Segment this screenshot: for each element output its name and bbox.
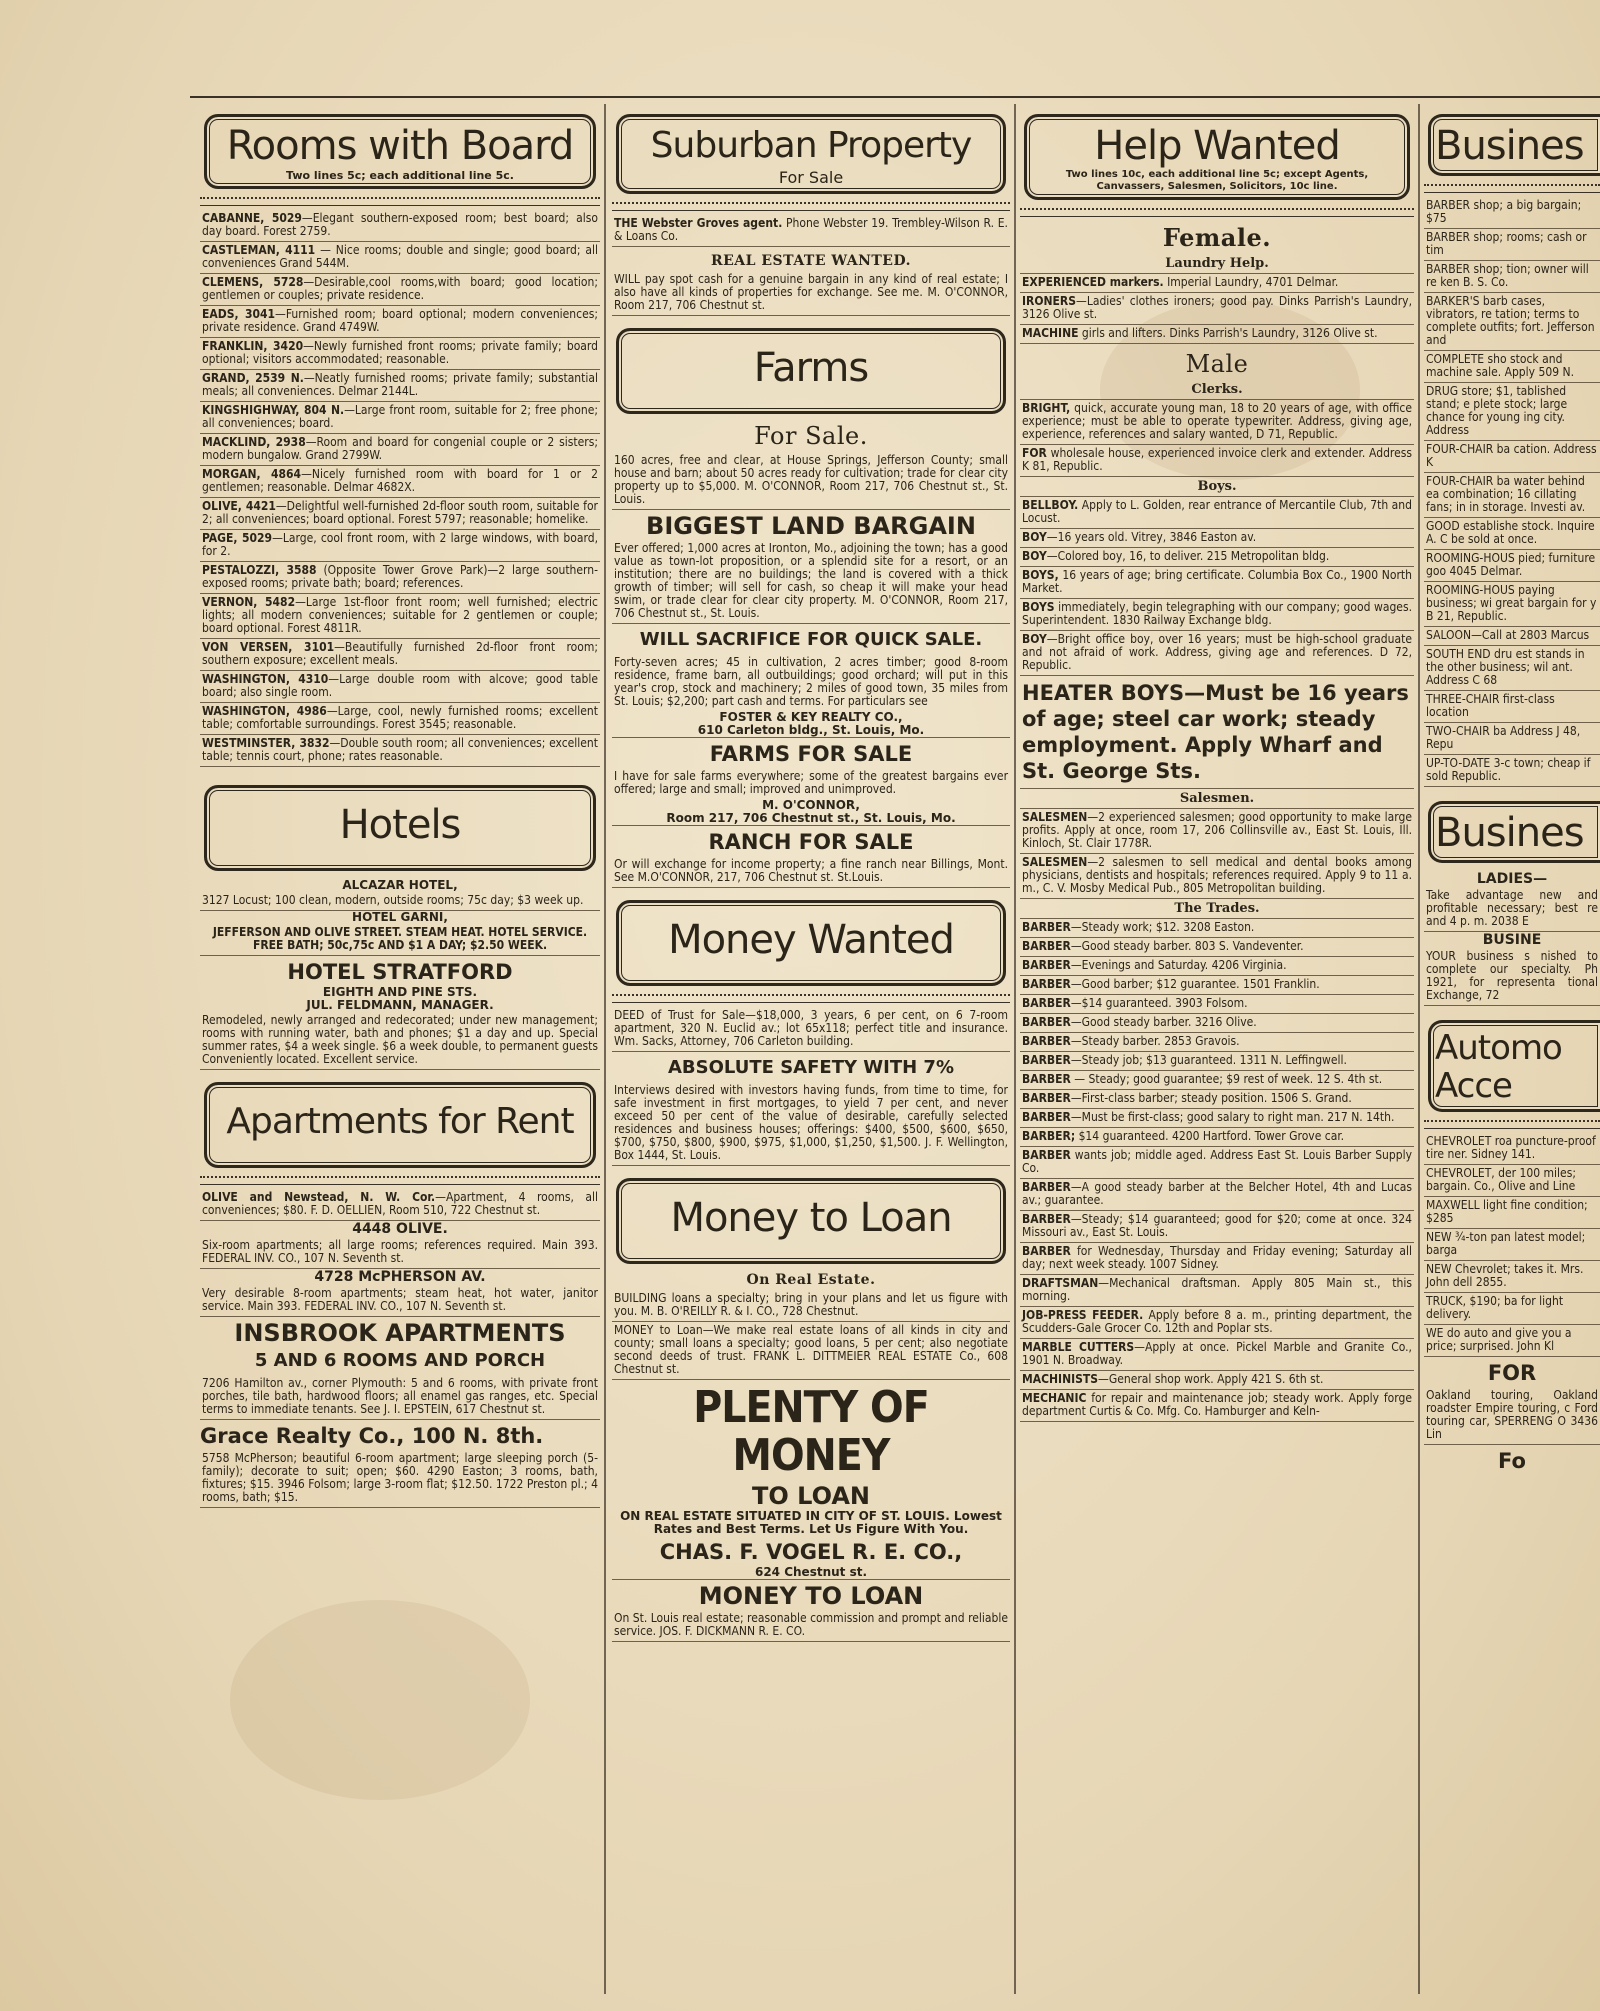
ad-text: —Bright office boy, over 16 years; must be high-school graduate and not afraid of work. Address, giving age and references. D 72, Republic.	[1022, 632, 1412, 672]
trade-ad	[1020, 938, 1414, 957]
farms-sale-sig1: M. O'CONNOR,	[762, 798, 860, 812]
ad-lead: DRAFTSMAN	[1022, 1276, 1099, 1290]
apartments-list	[200, 1189, 600, 1221]
ad-lead: FOR	[1022, 446, 1047, 460]
column-rule	[1014, 104, 1016, 1994]
divider	[612, 994, 1010, 1003]
apartments-title: Apartments for Rent	[226, 1101, 574, 1142]
room-ad	[200, 338, 600, 370]
top-rule	[190, 96, 1600, 98]
ad-lead: MORGAN, 4864	[202, 467, 302, 481]
money-to-loan-header	[616, 1178, 1006, 1264]
business-ad: UP-TO-DATE 3-c town; cheap if sold Republic.	[1424, 755, 1600, 787]
trade-ad	[1020, 919, 1414, 938]
business-title: Busines	[1435, 123, 1584, 169]
ad-lead: BARBER	[1022, 1244, 1071, 1258]
clerk-list	[1020, 400, 1414, 477]
insbrook-text: 7206 Hamilton av., corner Plymouth: 5 and 6 rooms, with private front porches, tile bath, hardwood floors; all enamel gas ranges, etc. Special terms to immediate tenants. See J. I. EPSTEIN, 617 Chestnut st.	[200, 1375, 600, 1420]
ad-lead: WASHINGTON, 4310	[202, 672, 329, 686]
ad-text: —First-class barber; steady position. 1506 S. Grand.	[1070, 1091, 1352, 1105]
ad-text: —Large 1st-floor front room; well furnished; electric lights; all modern conveniences; suitable for 2 gentlemen or couple; board optional. Forest 4811R.	[202, 595, 598, 635]
ad-text: (Opposite Tower Grove Park)—2 large southern-exposed rooms; private bath; board; references.	[202, 563, 599, 590]
trades-list	[1020, 919, 1414, 1422]
trade-ad	[1020, 1339, 1414, 1371]
ad-text: —2 experienced salesmen; good opportunity to make large profits. Apply at once, room 17, 206 Collinsville av., East St. Louis, Ill. Kinloch, St. Clair 1778R.	[1022, 810, 1412, 850]
boy-ad	[1020, 497, 1414, 529]
room-ad	[200, 530, 600, 562]
ranch-title: RANCH FOR SALE	[708, 830, 914, 854]
room-ad	[200, 434, 600, 466]
rooms-with-board-rate: Two lines 5c; each additional line 5c.	[286, 169, 514, 182]
column-help-wanted	[1020, 104, 1414, 2004]
ad-lead: CASTLEMAN, 4111	[202, 243, 316, 257]
farms-sale-text: I have for sale farms everywhere; some of the greatest bargains ever offered; large and small; improved and unimproved.	[614, 769, 1008, 796]
divider	[1424, 184, 1600, 193]
boy-ad	[1020, 631, 1414, 676]
automobile-title: Automo Acce	[1435, 1028, 1562, 1106]
ad-text: —Evenings and Saturday. 4206 Virginia.	[1070, 958, 1287, 972]
ad-lead: BARBER	[1022, 939, 1071, 953]
ad-lead: FRANKLIN, 3420	[202, 339, 304, 353]
ad-lead: BARBER	[1022, 1015, 1071, 1029]
ad-text: —Desirable,cool rooms,with board; good location; gentlemen or couples; private residence.	[202, 275, 599, 302]
divider	[200, 1176, 600, 1185]
insbrook-title: INSBROOK APARTMENTS	[234, 1319, 566, 1347]
ad-lead: BARBER	[1022, 1034, 1071, 1048]
ad-text: —Steady; $14 guaranteed; good for $20; come at once. 324 Missouri av., East St. Louis.	[1022, 1212, 1412, 1239]
ad-lead: BARBER	[1022, 1053, 1071, 1067]
business-ad: SOUTH END dru est stands in the other business; wil ant. Address C 68	[1424, 646, 1600, 691]
automobile-list	[1424, 1133, 1600, 1357]
ad-text: —16 years old. Vitrey, 3846 Easton av.	[1046, 530, 1257, 544]
trade-ad	[1020, 1033, 1414, 1052]
ad-text: —Nicely furnished room with board for 1 or 2 gentlemen; reasonable. Delmar 4682X.	[202, 467, 598, 494]
help-wanted-title: Help Wanted	[1094, 123, 1340, 169]
trade-ad	[1020, 1109, 1414, 1128]
room-ad	[200, 498, 600, 530]
ladies-text: Take advantage new and profitable necessary; best re and 4 p. m. 2038 E	[1424, 887, 1600, 932]
ad-text: —Apartment, 4 rooms, all conveniences; $80. F. D. OELLIEN, Room 510, 722 Chestnut st.	[202, 1190, 598, 1217]
ad-lead: JOB-PRESS FEEDER.	[1022, 1308, 1144, 1322]
salesmen-heading: Salesmen.	[1020, 789, 1414, 809]
business-list	[1424, 197, 1600, 787]
vogel-title: CHAS. F. VOGEL R. E. CO.,	[659, 1540, 963, 1564]
ad-lead: BRIGHT,	[1022, 401, 1071, 415]
trade-ad	[1020, 1390, 1414, 1422]
farms-title: Farms	[753, 345, 869, 391]
suburban-title: Suburban Property	[650, 125, 972, 166]
biggest-land-text: Ever offered; 1,000 acres at Ironton, Mo., adjoining the town; has a good value as town-lot proposition, or a splendid site for a resort, or an institution; there are no buildings; the land is covered with a thick growth of timber; will sell for cash, so cheap it will make your head swim, or trade clear for clear city property. M. O'CONNOR, Room 217, 706 Chestnut st., St. Louis.	[612, 540, 1010, 624]
sacrifice-sig1: FOSTER & KEY REALTY CO.,	[719, 710, 903, 724]
business-ad: BARBER shop; rooms; cash or tim	[1424, 229, 1600, 261]
trade-ad	[1020, 957, 1414, 976]
trade-ad	[1020, 1243, 1414, 1275]
trade-ad	[1020, 995, 1414, 1014]
trade-ad	[1020, 1014, 1414, 1033]
ad-text: —Mechanical draftsman. Apply 805 Main st., this morning.	[1022, 1276, 1412, 1303]
salesmen-ad	[1020, 854, 1414, 899]
ad-text: for Wednesday, Thursday and Friday evening; Saturday all day; next week steady. 1007 Sidney.	[1022, 1244, 1412, 1271]
ad-lead: BOYS,	[1022, 568, 1059, 582]
ad-lead: WASHINGTON, 4986	[202, 704, 327, 718]
automobile-ad: CHEVROLET roa puncture-proof tire ner. Sidney 141.	[1424, 1133, 1600, 1165]
column-rule	[604, 104, 606, 1994]
laundry-ad	[1020, 325, 1414, 344]
ad-text: —Large, cool, newly furnished rooms; excellent table; comfortable surroundings. Forest 3545; reasonable.	[202, 704, 598, 731]
sacrifice-title: WILL SACRIFICE FOR QUICK SALE.	[639, 629, 983, 650]
room-ad	[200, 466, 600, 498]
ad-text: —Good barber; $12 guarantee. 1501 Franklin.	[1070, 977, 1320, 991]
trade-ad	[1020, 976, 1414, 995]
business-ad: TWO-CHAIR ba Address J 48, Repu	[1424, 723, 1600, 755]
room-ad	[200, 594, 600, 639]
ad-text: —Steady work; $12. 3208 Easton.	[1070, 920, 1255, 934]
business-ad: COMPLETE sho stock and machine sale. Apply 509 N.	[1424, 351, 1600, 383]
ad-text: —Good steady barber. 803 S. Vandeventer.	[1070, 939, 1304, 953]
business-ad: ROOMING-HOUS pied; furniture goo 4045 Delmar.	[1424, 550, 1600, 582]
business-ad: SALOON—Call at 2803 Marcus	[1424, 627, 1600, 646]
automobile-ad: WE do auto and give you a price; surprised. John Kl	[1424, 1325, 1600, 1357]
farm-160-acres: 160 acres, free and clear, at House Springs, Jefferson County; small house and barn; about 50 acres ready for cultivation; trade for clear city property up to $5,000. M. O'CONNOR, Room 217, 706 Chestnut st., St. Louis.	[612, 452, 1010, 510]
ad-lead: KINGSHIGHWAY, 804 N.	[202, 403, 345, 417]
money-to-loan-ad: MONEY to Loan—We make real estate loans of all kinds in city and county; small loans a specialty; good loans, 5 per cent; also negotiate second deeds of trust. FRANK L. DITTMEIER REAL ESTATE Co., 608 Chestnut st.	[612, 1322, 1010, 1380]
ad-lead: EADS, 3041	[202, 307, 276, 321]
ad-lead: MARBLE CUTTERS	[1022, 1340, 1135, 1354]
ad-text: —Large double room with alcove; good table board; also single room.	[202, 672, 598, 699]
ad-lead: OLIVE and Newstead, N. W. Cor.	[202, 1190, 436, 1204]
ad-lead: BARBER	[1022, 1180, 1071, 1194]
ad-lead: BARBER	[1022, 1148, 1071, 1162]
money-wanted-title: Money Wanted	[668, 917, 954, 963]
safety-title: ABSOLUTE SAFETY WITH 7%	[668, 1057, 954, 1078]
ad-lead: BARBER	[1022, 958, 1071, 972]
deed-of-trust: DEED of Trust for Sale—$18,000, 3 years, 6 per cent, on 6 7-room apartment, 320 N. Euclid av.; lot 65x118; perfect title and insurance. Wm. Sacks, Attorney, 706 Carleton building.	[612, 1007, 1010, 1052]
business-ad: BARKER'S barb cases, vibrators, re tation; terms to complete outfits; fort. Jefferson and	[1424, 293, 1600, 351]
stratford-text: Remodeled, newly arranged and redecorated; under new management; rooms with running water, bath and phones; $1 a day and up. Special summer rates, $4 a week single. $6 a week double, to permanent guests Conveniently located. Excellent service.	[200, 1012, 600, 1070]
room-ad	[200, 306, 600, 338]
ad-text: —Double south room; all conveniences; excellent table; tennis court, phone; rates reasonable.	[202, 736, 599, 763]
ad-lead: BARBER	[1022, 1212, 1071, 1226]
ad-lead: BOY	[1022, 549, 1047, 563]
apartment-ad	[200, 1189, 600, 1221]
vogel-addr: 624 Chestnut st.	[612, 1566, 1010, 1580]
plenty-to-loan: TO LOAN	[752, 1482, 870, 1510]
rooms-list	[200, 210, 600, 767]
apartments-header	[204, 1082, 596, 1168]
business-title-2: Busines	[1435, 810, 1584, 856]
trade-ad	[1020, 1371, 1414, 1390]
business-ad: FOUR-CHAIR ba water behind ea combination; 16 cillating fans; in in storage. Investi av.	[1424, 473, 1600, 518]
fo-end: Fo	[1498, 1449, 1526, 1473]
trade-ad	[1020, 1071, 1414, 1090]
ad-text: —Steady barber. 2853 Gravois.	[1070, 1034, 1240, 1048]
hotels-title: Hotels	[339, 802, 461, 848]
trade-ad	[1020, 1052, 1414, 1071]
farms-for-sale: For Sale.	[754, 422, 868, 450]
money-wanted-header	[616, 900, 1006, 986]
mcpherson-title: 4728 McPHERSON AV.	[314, 1269, 486, 1285]
ad-lead: BARBER	[1022, 977, 1071, 991]
ad-text: 16 years of age; bring certificate. Columbia Box Co., 1900 North Market.	[1022, 568, 1412, 595]
trade-ad	[1020, 1179, 1414, 1211]
plenty-title: PLENTY OF MONEY	[693, 1382, 929, 1481]
help-wanted-header	[1024, 114, 1410, 200]
column-property-money	[612, 104, 1010, 2004]
column-business-cutoff	[1424, 104, 1600, 2004]
ad-lead: MACKLIND, 2938	[202, 435, 306, 449]
boy-ad	[1020, 599, 1414, 631]
alcazar-name: ALCAZAR HOTEL,	[342, 878, 458, 892]
ad-text: —Steady job; $13 guaranteed. 1311 N. Leffingwell.	[1070, 1053, 1347, 1067]
column-rule	[1418, 104, 1420, 1994]
suburban-header	[616, 114, 1006, 194]
alcazar-text: 3127 Locust; 100 clean, modern, outside rooms; 75c day; $3 week up.	[200, 892, 600, 911]
room-ad	[200, 735, 600, 767]
divider	[612, 202, 1010, 211]
male-heading: Male	[1185, 350, 1249, 378]
ad-lead: GRAND, 2539 N.	[202, 371, 304, 385]
salesmen-ad	[1020, 809, 1414, 854]
ad-text: —Ladies' clothes ironers; good pay. Dinks Parrish's Laundry, 3126 Olive st.	[1022, 294, 1412, 321]
ad-lead: PESTALOZZI, 3588	[202, 563, 317, 577]
ad-text: —Good steady barber. 3216 Olive.	[1070, 1015, 1257, 1029]
rooms-with-board-header	[204, 114, 596, 189]
business-ad: ROOMING-HOUS paying business; wi great bargain for y B 21, Republic.	[1424, 582, 1600, 627]
divider	[1424, 1120, 1600, 1129]
plenty-text: ON REAL ESTATE SITUATED IN CITY OF ST. LOUIS. Lowest Rates and Best Terms. Let Us Figure With You.	[620, 1509, 1002, 1536]
room-ad	[200, 210, 600, 242]
grace-realty-text: 5758 McPherson; beautiful 6-room apartment; large sleeping porch (5-family); decorate to suit; open; $60. 4290 Easton; 3 rooms, bath, fixtures; $15. 3946 Folsom; large 3-room flat; $12.50. 1722 Preston pl.; 4 rooms, bath; $15.	[200, 1450, 600, 1508]
ad-lead: BOYS	[1022, 600, 1055, 614]
laundry-ad	[1020, 274, 1414, 293]
re-wanted-text: WILL pay spot cash for a genuine bargain in any kind of real estate; I also have all kinds of properties for exchange. See me. M. O'CONNOR, Room 217, 706 Chestnut st.	[612, 271, 1010, 316]
ad-lead: CABANNE, 5029	[202, 211, 302, 225]
boy-ad	[1020, 529, 1414, 548]
ad-text: Imperial Laundry, 4701 Delmar.	[1163, 275, 1339, 289]
mtl-text: On St. Louis real estate; reasonable commission and prompt and reliable service. JOS. F. DICKMANN R. E. CO.	[612, 1610, 1010, 1642]
ad-text: girls and lifters. Dinks Parrish's Laundry, 3126 Olive st.	[1078, 326, 1378, 340]
ad-lead: BARBER	[1022, 1091, 1071, 1105]
ad-text: —Large, cool front room, with 2 large windows, with board, for 2.	[202, 531, 598, 558]
ranch-text: Or will exchange for income property; a fine ranch near Billings, Mont. See M.O'CONNOR, 217, 706 Chestnut st. St.Louis.	[612, 856, 1010, 888]
laundry-heading: Laundry Help.	[1020, 254, 1414, 274]
ad-lead: VERNON, 5482	[202, 595, 296, 609]
ad-lead: OLIVE, 4421	[202, 499, 276, 513]
clerk-ad	[1020, 445, 1414, 477]
ad-text: —Elegant southern-exposed room; best board; also day board. Forest 2759.	[202, 211, 598, 238]
building-loans: BUILDING loans a specialty; bring in your plans and let us figure with you. M. B. O'REILLY R. & I. CO., 728 Chestnut.	[612, 1290, 1010, 1322]
automobile-ad: NEW Chevrolet; takes it. Mrs. John dell 2855.	[1424, 1261, 1600, 1293]
hotels-header	[204, 785, 596, 871]
ad-text: —Colored boy, 16, to deliver. 215 Metropolitan bldg.	[1046, 549, 1330, 563]
safety-text: Interviews desired with investors having funds, from time to time, for safe investment in first mortgages, to yield 7 per cent, and never exceed 50 per cent of the value of desirable, carefully selected residences and business houses; offerings: $400, $500, $600, $650, $700, $750, $800, $900, $975, $1,000, $1,250, $1,500. J. F. Wellington, Box 1444, St. Louis.	[612, 1082, 1010, 1166]
ad-lead: BARBER	[1022, 996, 1071, 1010]
stratford-manager: JUL. FELDMANN, MANAGER.	[306, 998, 494, 1012]
room-ad	[200, 370, 600, 402]
ad-lead: SALESMEN	[1022, 855, 1088, 869]
biggest-land-title: BIGGEST LAND BARGAIN	[646, 512, 976, 540]
olive-4448-title: 4448 OLIVE.	[352, 1221, 448, 1237]
automobile-ad: NEW ¾-ton pan latest model; barga	[1424, 1229, 1600, 1261]
help-wanted-rate: Two lines 10c, each additional line 5c; except Agents, Canvassers, Salesmen, Solicitors, 10c line.	[1065, 169, 1369, 192]
ad-text: —2 salesmen to sell medical and dental books among physicians, dentists and hospitals; references required. Apply 9 to 11 a. m., C. V. Mosby Medical Pub., 805 Metropolitan building.	[1022, 855, 1412, 895]
money-to-loan-title: Money to Loan	[670, 1195, 952, 1241]
room-ad	[200, 562, 600, 594]
ad-lead: BARBER	[1022, 1110, 1071, 1124]
ladies-title: LADIES—	[1476, 871, 1548, 887]
ad-text: —Furnished room; board optional; modern conveniences; private residence. Grand 4749W.	[202, 307, 598, 334]
business-ad: FOUR-CHAIR ba cation. Address K	[1424, 441, 1600, 473]
business-small-heading: BUSINE	[1482, 932, 1542, 948]
boy-ad	[1020, 567, 1414, 599]
ad-lead: THE Webster Groves agent.	[614, 216, 783, 230]
laundry-ad	[1020, 293, 1414, 325]
business-ad: GOOD establishe stock. Inquire A. C be sold at once.	[1424, 518, 1600, 550]
stratford-addr: EIGHTH AND PINE STS.	[322, 985, 478, 999]
divider	[200, 197, 600, 206]
automobile-ad: MAXWELL light fine condition; $285	[1424, 1197, 1600, 1229]
stratford-name: HOTEL STRATFORD	[287, 960, 513, 984]
clerk-ad	[1020, 400, 1414, 445]
automobile-header	[1428, 1020, 1600, 1112]
ad-text: —General shop work. Apply 421 S. 6th st.	[1098, 1372, 1324, 1386]
ad-text: Phone Webster 19. Trembley-Wilson R. E. & Loans Co.	[614, 216, 1008, 243]
ad-text: — Nice rooms; double and single; good board; all conveniences Grand 544M.	[202, 243, 599, 270]
ad-lead: EXPERIENCED markers.	[1022, 275, 1164, 289]
ad-lead: BARBER	[1022, 1072, 1071, 1086]
clerks-heading: Clerks.	[1020, 380, 1414, 400]
ad-lead: BOY	[1022, 530, 1047, 544]
ad-text: Apply to L. Golden, rear entrance of Mercantile Club, 7th and Locust.	[1022, 498, 1412, 525]
ad-lead: SALESMEN	[1022, 810, 1088, 824]
olive-4448-text: Six-room apartments; all large rooms; references required. Main 393. FEDERAL INV. CO., 107 N. Seventh st.	[200, 1237, 600, 1269]
salesmen-list	[1020, 809, 1414, 899]
trade-ad	[1020, 1275, 1414, 1307]
ad-text: —Newly furnished front rooms; private family; board optional; visitors accommodated; reasonable.	[202, 339, 599, 366]
garni-name: HOTEL GARNI,	[352, 910, 448, 924]
female-heading: Female.	[1162, 223, 1272, 252]
boys-heading: Boys.	[1020, 477, 1414, 497]
trades-heading: The Trades.	[1020, 899, 1414, 919]
ad-text: wants job; middle aged. Address East St. Louis Barber Supply Co.	[1022, 1148, 1412, 1175]
trade-ad	[1020, 1307, 1414, 1339]
mcpherson-text: Very desirable 8-room apartments; steam heat, hot water, janitor service. Main 393. FEDERAL INV. CO., 107 N. Seventh st.	[200, 1285, 600, 1317]
grace-realty-title: Grace Realty Co., 100 N. 8th.	[200, 1424, 544, 1448]
ad-text: —Delightful well-furnished 2d-floor south room, suitable for 2; all conveniences; board optional. Forest 5797; reasonable; homelike.	[202, 499, 598, 526]
ad-lead: BARBER	[1022, 920, 1071, 934]
trade-ad	[1020, 1147, 1414, 1179]
trade-ad	[1020, 1211, 1414, 1243]
boy-ad	[1020, 548, 1414, 567]
ad-lead: CLEMENS, 5728	[202, 275, 304, 289]
ad-text: —A good steady barber at the Belcher Hotel, 4th and Lucas av.; guarantee.	[1022, 1180, 1412, 1207]
business-ad: THREE-CHAIR first-class location	[1424, 691, 1600, 723]
ad-text: —$14 guaranteed. 3903 Folsom.	[1070, 996, 1248, 1010]
ad-text: immediately, begin telegraphing with our company; good wages. Superintendent. 1830 Railway Exchange bldg.	[1022, 600, 1412, 627]
ad-lead: VON VERSEN, 3101	[202, 640, 335, 654]
business-header	[1428, 114, 1600, 176]
ad-text: quick, accurate young man, 18 to 20 years of age, with office experience; must be able to operate typewriter. Address, giving age, experience, references and salary wanted, D 71, Republic.	[1022, 401, 1412, 441]
ad-text: —Room and board for congenial couple or 2 sisters; modern bungalow. Grand 2799W.	[202, 435, 598, 462]
ad-text: Apply before 8 a. m., printing department, the Scudders-Gale Grocer Co. 12th and Poplar sts.	[1022, 1308, 1412, 1335]
ad-lead: WESTMINSTER, 3832	[202, 736, 330, 750]
rooms-with-board-title: Rooms with Board	[226, 123, 574, 169]
farms-sale-sig2: Room 217, 706 Chestnut st., St. Louis, Mo.	[612, 812, 1010, 826]
divider	[1020, 208, 1414, 217]
room-ad	[200, 242, 600, 274]
business-ad: DRUG store; $1, tablished stand; e plete stock; large chance for young ing city. Address	[1424, 383, 1600, 441]
ad-lead: PAGE, 5029	[202, 531, 273, 545]
webster-ad	[612, 215, 1010, 247]
suburban-sub: For Sale	[778, 168, 844, 187]
ad-text: $14 guaranteed. 4200 Hartford. Tower Grove car.	[1075, 1129, 1345, 1143]
heater-boys-ad: HEATER BOYS—Must be 16 years of age; steel car work; steady employment. Apply Wharf and St. George Sts.	[1020, 676, 1414, 789]
on-real-estate: On Real Estate.	[746, 1272, 876, 1288]
re-wanted-title: REAL ESTATE WANTED.	[711, 253, 911, 269]
trade-ad	[1020, 1090, 1414, 1109]
for-title: FOR	[1487, 1361, 1537, 1385]
ad-text: —Beautifully furnished 2d-floor front room; southern exposure; excellent meals.	[202, 640, 599, 667]
business-header-2	[1428, 801, 1600, 863]
ad-lead: MECHANIC	[1022, 1391, 1087, 1405]
ad-text: —Large front room, suitable for 2; free phone; all conveniences; board.	[202, 403, 598, 430]
column-rooms-hotels-apartments	[200, 104, 600, 2004]
ad-lead: BARBER;	[1022, 1129, 1076, 1143]
laundry-list	[1020, 274, 1414, 344]
insbrook-sub: 5 AND 6 ROOMS AND PORCH	[254, 1350, 546, 1371]
business-ad: BARBER shop; tion; owner will re ken B. S. Co.	[1424, 261, 1600, 293]
automobile-ad: CHEVROLET, der 100 miles; bargain. Co., Olive and Line	[1424, 1165, 1600, 1197]
for-text: Oakland touring, Oakland roadster Empire touring, c Ford touring car, SPERRENG O 3436 Lin	[1424, 1387, 1600, 1445]
sacrifice-text: Forty-seven acres; 45 in cultivation, 2 acres timber; good 8-room residence, frame barn, all outbuildings; good orchard; will put in this year's crop, stock and machinery; 2 miles of good town, 35 miles from St. Louis; $2,200; part cash and terms. For particulars see	[614, 655, 1008, 708]
sacrifice-sig2: 610 Carleton bldg., St. Louis, Mo.	[612, 724, 1010, 738]
automobile-ad: TRUCK, $190; ba for light delivery.	[1424, 1293, 1600, 1325]
room-ad	[200, 703, 600, 735]
ad-text: for repair and maintenance job; steady work. Apply forge department Curtis & Co. Mfg. Co. Hamburger and Keln-	[1022, 1391, 1412, 1418]
ad-text: —Neatly furnished rooms; private family; substantial meals; all conveniences. Delmar 2144L.	[202, 371, 598, 398]
ad-lead: MACHINE	[1022, 326, 1079, 340]
room-ad	[200, 671, 600, 703]
ad-lead: MACHINISTS	[1022, 1372, 1099, 1386]
business-ad: BARBER shop; a big bargain; $75	[1424, 197, 1600, 229]
ad-lead: IRONERS	[1022, 294, 1077, 308]
ad-text: — Steady; good guarantee; $9 rest of week. 12 S. 4th st.	[1070, 1072, 1383, 1086]
ad-lead: BOY	[1022, 632, 1047, 646]
room-ad	[200, 274, 600, 306]
boy-list	[1020, 497, 1414, 676]
garni-text: JEFFERSON AND OLIVE STREET. STEAM HEAT. HOTEL SERVICE. FREE BATH; 50c,75c AND $1 A DAY; $2.50 WEEK.	[200, 924, 600, 956]
your-business-ad: YOUR business s nished to complete our specialty. Ph 1921, for representa tional Exchange, 72	[1424, 948, 1600, 1006]
farms-header	[616, 328, 1006, 414]
farms-sale-title: FARMS FOR SALE	[709, 742, 913, 766]
trade-ad	[1020, 1128, 1414, 1147]
ad-text: —Must be first-class; good salary to right man. 217 N. 14th.	[1070, 1110, 1395, 1124]
ad-text: wholesale house, experienced invoice clerk and extender. Address K 81, Republic.	[1022, 446, 1412, 473]
mtl-title: MONEY TO LOAN	[698, 1582, 924, 1610]
ad-text: —Apply at once. Pickel Marble and Granite Co., 1901 N. Broadway.	[1022, 1340, 1412, 1367]
ad-lead: BELLBOY.	[1022, 498, 1079, 512]
room-ad	[200, 402, 600, 434]
room-ad	[200, 639, 600, 671]
